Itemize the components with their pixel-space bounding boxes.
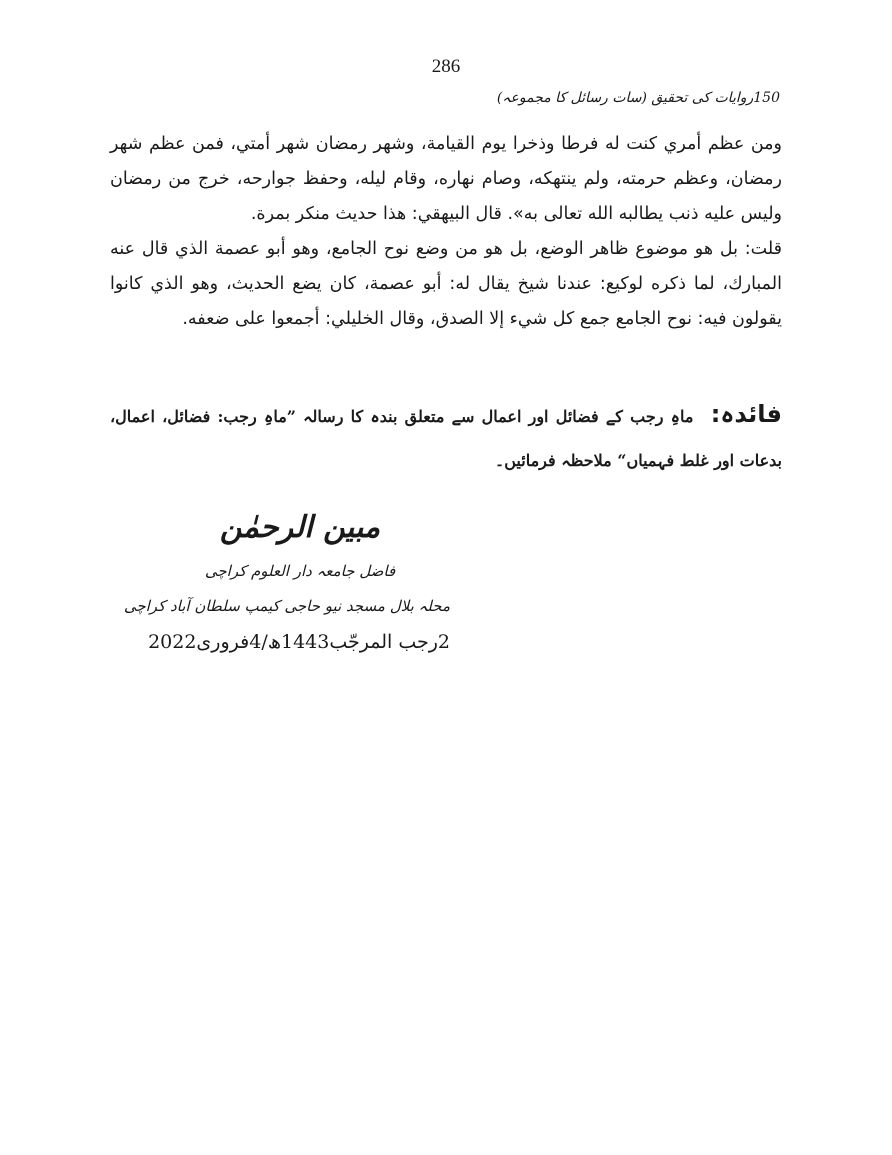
arabic-paragraph-1: ومن عظم أمري كنت له فرطا وذخرا يوم القيامة، وشهر رمضان شهر أمتي، فمن عظم شهر رمضان، وعظم حرمته، ولم ينتهكه، وصام نهاره، وقام ليله، وحفظ جوارحه، خرج من رمضان وليس عليه ذنب يطالبه الله تعالى به». قال البيهقي: هذا حديث منكر بمرة. — [110, 134, 782, 224]
note-paragraph — [110, 392, 782, 483]
signature-date: 2رجب المرجّب1443ھ/4فروری2022 — [148, 631, 450, 653]
running-header: 150روایات کی تحقیق (سات رسائل کا مجموعہ) — [496, 90, 780, 106]
note-label: فائدہ: — [710, 400, 783, 428]
arabic-paragraph-2: قلت: بل هو موضوع ظاهر الوضع، بل هو من وضع نوح الجامع، وهو أبو عصمة الذي قال عنه المبارك، لما ذكره لوكيع: عندنا شيخ يقال له: أبو عصمة، كان يضع الحديث، وهو الذي كانوا يقولون فيه: نوح الجامع جمع كل شيء إلا الصدق، وقال الخليلي: أجمعوا على ضعفه. — [110, 239, 782, 329]
signature-block — [123, 502, 450, 660]
author-name: مبین الرحمٰن — [219, 510, 381, 545]
author-affiliation: فاضل جامعہ دار العلوم کراچی — [204, 562, 396, 580]
page-number: 286 — [431, 56, 461, 77]
note-text: ماہِ رجب کے فضائل اور اعمال سے متعلق بندہ کا رسالہ ”ماہِ رجب: فضائل، اعمال، بدعات اور غلط فہمیاں“ ملاحظہ فرمائیں۔ — [110, 407, 782, 470]
arabic-text-block — [110, 127, 782, 337]
author-address: محلہ بلال مسجد نیو حاجی کیمپ سلطان آباد کراچی — [123, 597, 450, 615]
